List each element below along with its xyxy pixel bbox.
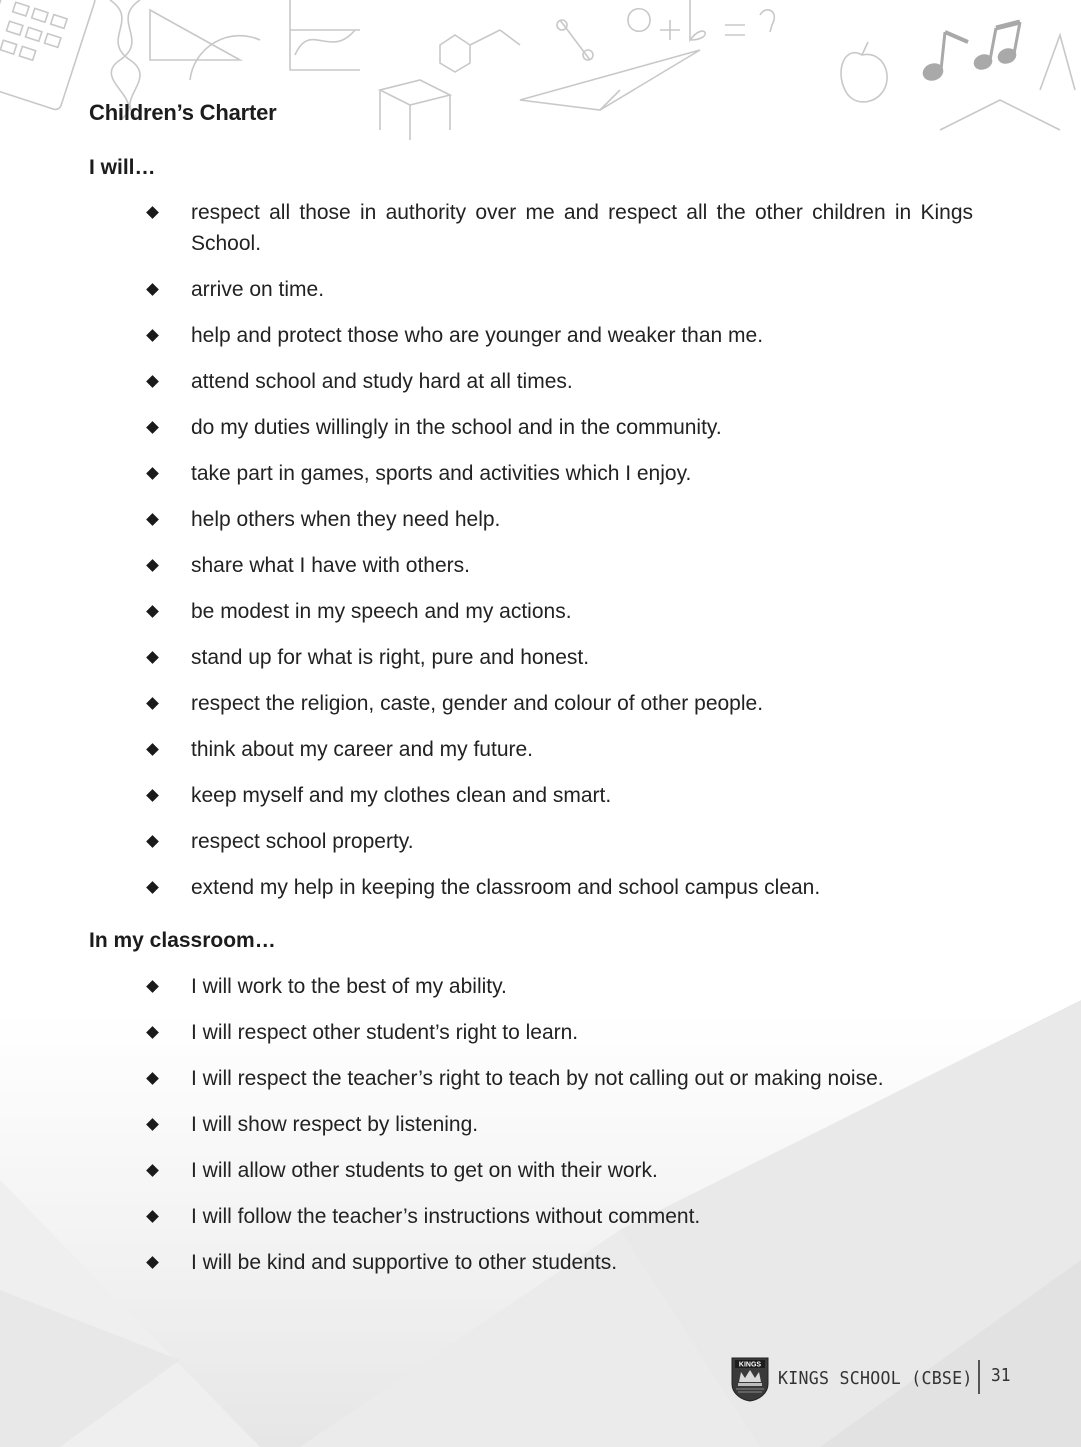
- diamond-bullet-icon: [146, 743, 159, 756]
- page-title: Children’s Charter: [89, 100, 277, 125]
- in-my-classroom-list: [0, 971, 1081, 1278]
- list-item: take part in games, sports and activities which I enjoy.: [0, 458, 1081, 489]
- list-item: share what I have with others.: [0, 550, 1081, 581]
- list-item: I will respect the teacher’s right to teach by not calling out or making noise.: [0, 1063, 1081, 1094]
- page-footer: [728, 1354, 1011, 1402]
- diamond-bullet-icon: [146, 1026, 159, 1039]
- list-item: help others when they need help.: [0, 504, 1081, 535]
- diamond-bullet-icon: [146, 513, 159, 526]
- i-will-list: [0, 197, 1081, 903]
- diamond-bullet-icon: [146, 697, 159, 710]
- diamond-bullet-icon: [146, 559, 159, 572]
- diamond-bullet-icon: [146, 206, 159, 219]
- list-item: think about my career and my future.: [0, 734, 1081, 765]
- diamond-bullet-icon: [146, 605, 159, 618]
- diamond-bullet-icon: [146, 651, 159, 664]
- list-item: help and protect those who are younger and weaker than me.: [0, 320, 1081, 351]
- diamond-bullet-icon: [146, 1210, 159, 1223]
- footer-divider: [978, 1360, 980, 1394]
- list-item: arrive on time.: [0, 274, 1081, 305]
- diamond-bullet-icon: [146, 329, 159, 342]
- list-item: I will allow other students to get on with their work.: [0, 1155, 1081, 1186]
- diamond-bullet-icon: [146, 1164, 159, 1177]
- footer-school-name: KINGS SCHOOL (CBSE): [778, 1367, 973, 1389]
- page-number: 31: [991, 1365, 1011, 1386]
- diamond-bullet-icon: [146, 375, 159, 388]
- diamond-bullet-icon: [146, 980, 159, 993]
- list-item: respect all those in authority over me and respect all the other children in Kings School.: [0, 197, 1081, 259]
- diamond-bullet-icon: [146, 1256, 159, 1269]
- section-heading-i-will: I will…: [89, 156, 156, 179]
- diamond-bullet-icon: [146, 1072, 159, 1085]
- section-heading-in-my-classroom: In my classroom…: [89, 929, 276, 952]
- diamond-bullet-icon: [146, 421, 159, 434]
- diamond-bullet-icon: [146, 881, 159, 894]
- diamond-bullet-icon: [146, 1118, 159, 1131]
- list-item: I will follow the teacher’s instructions without comment.: [0, 1201, 1081, 1232]
- diamond-bullet-icon: [146, 789, 159, 802]
- diamond-bullet-icon: [146, 467, 159, 480]
- list-item: attend school and study hard at all times.: [0, 366, 1081, 397]
- svg-text:KINGS: KINGS: [738, 1361, 762, 1369]
- list-item: keep myself and my clothes clean and smart.: [0, 780, 1081, 811]
- list-item: extend my help in keeping the classroom and school campus clean.: [0, 872, 1081, 903]
- list-item: respect school property.: [0, 826, 1081, 857]
- list-item: do my duties willingly in the school and in the community.: [0, 412, 1081, 443]
- list-item: I will show respect by listening.: [0, 1109, 1081, 1140]
- diamond-bullet-icon: [146, 835, 159, 848]
- list-item: I will work to the best of my ability.: [0, 971, 1081, 1002]
- list-item: stand up for what is right, pure and honest.: [0, 642, 1081, 673]
- diamond-bullet-icon: [146, 283, 159, 296]
- list-item: respect the religion, caste, gender and colour of other people.: [0, 688, 1081, 719]
- list-item: I will be kind and supportive to other students.: [0, 1247, 1081, 1278]
- list-item: I will respect other student’s right to learn.: [0, 1017, 1081, 1048]
- school-crest-logo: [728, 1354, 772, 1402]
- list-item: be modest in my speech and my actions.: [0, 596, 1081, 627]
